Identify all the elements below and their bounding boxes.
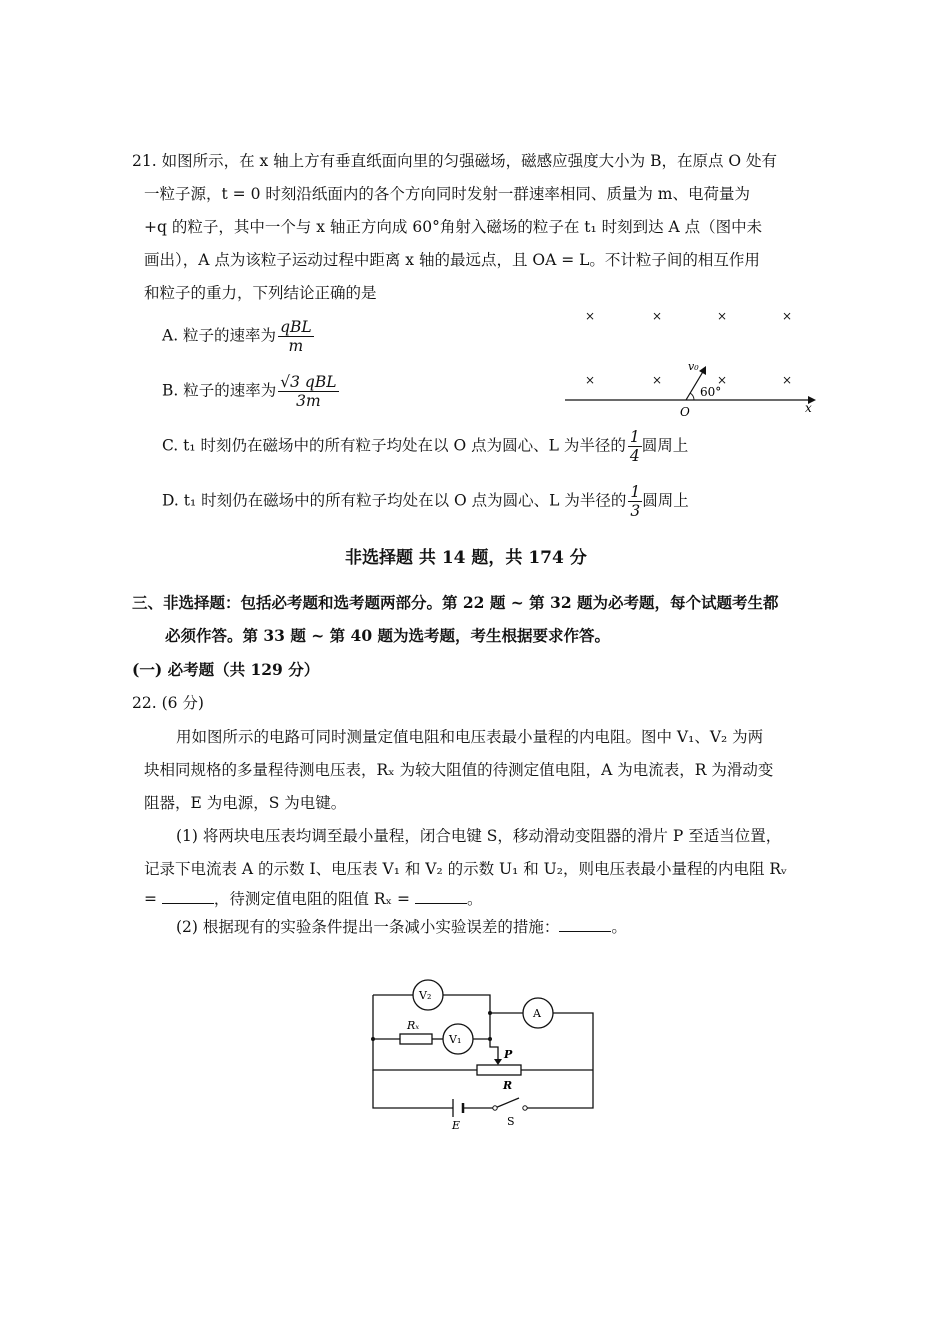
q22-para-1: 用如图所示的电路可同时测量定值电阻和电压表最小量程的内电阻。图中 V₁、V₂ 为两: [176, 728, 764, 746]
answer-prefix: =: [144, 890, 162, 908]
angle-arc: [690, 393, 694, 400]
option-b-denominator: 3m: [296, 392, 321, 410]
q21-line-2: 一粒子源，t = 0 时刻沿纸面内的各个方向同时发射一群速率相同、质量为 m、电荷量为: [144, 185, 750, 203]
junction-dot: [371, 1037, 375, 1041]
option-c-denominator: 4: [629, 447, 640, 465]
magnetic-field-marks: [585, 309, 792, 387]
switch-contact: [493, 1106, 497, 1110]
section-intro-2: 必须作答。第 33 题 ~ 第 40 题为选考题，考生根据要求作答。: [165, 626, 611, 645]
option-d-suffix: 圆周上: [642, 491, 689, 510]
q22-header: 22. (6 分): [132, 694, 204, 712]
q22-sub2: [176, 916, 627, 938]
option-a-fraction: [278, 318, 314, 355]
option-b-fraction: [278, 373, 338, 410]
option-c-fraction: [628, 428, 642, 465]
wire: [490, 1039, 498, 1061]
e-label: E: [452, 1119, 461, 1132]
q22-para-2: 块相同规格的多量程待测电压表，Rₓ 为较大阻值的待测定值电阻，A 为电流表，R 为滑动变: [144, 761, 774, 779]
option-a: [162, 318, 314, 355]
q21-line-1: 21. 如图所示，在 x 轴上方有垂直纸面向里的匀强磁场，磁感应强度大小为 B，在原点 O 处有: [132, 152, 778, 170]
field-mark: ×: [717, 309, 728, 323]
switch-blade: [495, 1098, 519, 1108]
option-a-prefix: A. 粒子的速率为: [162, 326, 277, 345]
rheostat-r: [477, 1065, 521, 1075]
option-d-prefix: D. t₁ 时刻仍在磁场中的所有粒子均处在以 O 点为圆心、L 为半径的: [162, 491, 627, 510]
junction-dot: [488, 1011, 492, 1015]
rx-prompt: ，待测定值电阻的阻值 Rₓ =: [213, 890, 415, 908]
q22-sub1-line-1: (1) 将两块电压表均调至最小量程，闭合电键 S，移动滑动变阻器的滑片 P 至适当位置，: [176, 827, 782, 845]
circuit-diagram: [355, 965, 615, 1135]
answer-blank-rx[interactable]: [415, 889, 467, 904]
field-mark: ×: [585, 309, 596, 323]
option-d-denominator: 3: [630, 502, 641, 520]
option-d-fraction: [628, 483, 642, 520]
s-label: S: [507, 1115, 515, 1128]
field-mark: ×: [782, 309, 793, 323]
velocity-label: v₀: [688, 360, 699, 373]
slider-arrow: [494, 1059, 502, 1065]
ammeter-label: A: [533, 1007, 541, 1020]
x-axis-label: x: [805, 401, 812, 415]
option-c-suffix: 圆周上: [641, 436, 689, 455]
q21-figure: [560, 300, 830, 420]
option-a-numerator: qBL: [280, 318, 312, 336]
option-b-prefix: B. 粒子的速率为: [162, 381, 277, 400]
section-intro-1: 三、非选择题：包括必考题和选考题两部分。第 22 题 ~ 第 32 题为必考题，每个试题考生都: [132, 593, 779, 612]
q21-line-5: 和粒子的重力，下列结论正确的是: [144, 284, 377, 302]
section-title: 非选择题 共 14 题，共 174 分: [345, 548, 587, 568]
junction-dot: [488, 1037, 492, 1041]
q22-sub2-text: (2) 根据现有的实验条件提出一条减小实验误差的措施：: [176, 918, 560, 936]
q21-line-3: +q 的粒子，其中一个与 x 轴正方向成 60°角射入磁场的粒子在 t₁ 时刻到达 A 点（图中未: [144, 218, 763, 236]
option-c-prefix: C. t₁ 时刻仍在磁场中的所有粒子均处在以 O 点为圆心、L 为半径的: [162, 436, 626, 455]
wire: [373, 1070, 453, 1108]
q22-sub1-line-3: [144, 888, 482, 910]
v2-label: V₂: [419, 989, 432, 1002]
field-mark: ×: [652, 373, 663, 387]
option-c-numerator: 1: [629, 428, 640, 446]
q22-para-3: 阻器，E 为电源，S 为电键。: [144, 794, 347, 812]
q22-sub1-line-2: 记录下电流表 A 的示数 I、电压表 V₁ 和 V₂ 的示数 U₁ 和 U₂，则电压表最小量程的内电阻 Rᵥ: [144, 860, 787, 878]
option-b: [162, 373, 339, 410]
field-mark: ×: [782, 373, 793, 387]
field-mark: ×: [585, 373, 596, 387]
r-label: R: [503, 1079, 513, 1092]
resistor-rx: [400, 1034, 432, 1044]
field-mark: ×: [652, 309, 663, 323]
v1-label: V₁: [449, 1033, 462, 1046]
option-a-denominator: m: [288, 337, 304, 355]
q21-line-4: 画出），A 点为该粒子运动过程中距离 x 轴的最远点，且 OA = L。不计粒子间的相互作用: [144, 251, 760, 269]
rx-label: Rₓ: [407, 1019, 420, 1032]
q22-sub2-end: 。: [611, 918, 627, 936]
p-label: P: [504, 1048, 513, 1061]
answer-blank-rv[interactable]: [162, 889, 214, 904]
required-heading: (一) 必考题（共 129 分）: [132, 660, 320, 679]
switch-contact: [523, 1106, 527, 1110]
option-b-numerator: √3 qBL: [280, 373, 337, 391]
option-d-numerator: 1: [630, 483, 641, 501]
origin-label: O: [680, 405, 690, 419]
angle-label: 60°: [700, 385, 722, 399]
wire: [553, 1013, 593, 1070]
answer-suffix: 。: [466, 890, 483, 908]
option-c: [162, 428, 688, 465]
field-mark: ×: [717, 373, 728, 387]
option-d: [162, 483, 689, 520]
wire: [525, 1070, 593, 1108]
answer-blank-measure[interactable]: [559, 917, 611, 932]
